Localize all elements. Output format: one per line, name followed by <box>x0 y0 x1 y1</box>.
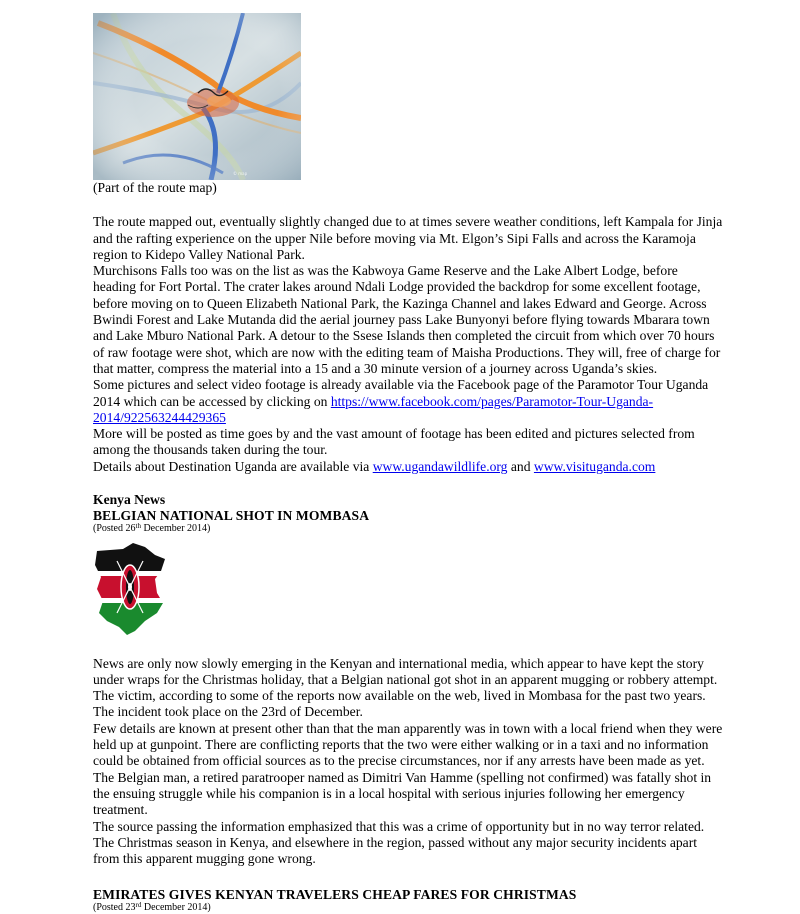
posted-prefix: (Posted 23 <box>93 902 136 914</box>
visituganda-link[interactable]: www.visituganda.com <box>533 458 656 474</box>
paragraph-murchisons: Murchisons Falls too was on the list as was the Kabwoya Game Reserve and the Lake Albert Lodge, before heading for Fort Portal. The crater lakes around Ndali Lodge provided the backdrop for some excellent footage, before moving on to Queen Elizabeth National Park, the Kazinga Channel and lakes Edward and George. Across Bwindi Forest and Lake Mutanda did the aerial journey pass Lake Bunyonyi before flying towards Mbarara town and Lake Mburo National Park. A detour to the Ssese Islands then completed the circuit from which over 70 hours of raw footage were shot, which are now with the editing team of Maisha Productions. They will, free of charge for that matter, compress the material into a 15 and a 30 minute version of a journey across Uganda’s skies. <box>93 263 721 376</box>
paragraph-details <box>93 459 723 475</box>
paragraph-news-emerging: News are only now slowly emerging in the Kenyan and international media, which appear to have kept the story under wraps for the Christmas holiday, that a Belgian national got shot in an apparent mugging or robbery attempt. <box>93 655 718 687</box>
posted-suffix: December 2014) <box>140 522 211 534</box>
headline-emirates: EMIRATES GIVES KENYAN TRAVELERS CHEAP FARES FOR CHRISTMAS <box>93 887 577 903</box>
details-and: and <box>507 458 534 474</box>
paragraph-few-details: Few details are known at present other than that the man apparently was in town with a local friend when they were held up at gunpoint. There are conflicting reports that the two were either walking or in a taxi and no information could be obtained from official sources as to the precise circumstances, nor if any arrests have been made as yet. <box>93 720 723 769</box>
posted-date-emirates <box>93 902 723 914</box>
map-caption: (Part of the route map) <box>93 180 217 195</box>
posted-sup: th <box>135 521 141 530</box>
route-map-photo <box>93 13 301 180</box>
paragraph-belgian-man: The Belgian man, a retired paratrooper named as Dimitri Van Hamme (spelling not confirmed) was fatally shot in the ensuing struggle while his companion is in a local hospital with serious injuries following her emergency treatment. <box>93 769 712 818</box>
paragraph-christmas-season: The Christmas season in Kenya, and elsewhere in the region, passed without any major security incidents apart from this apparent mugging gone wrong. <box>93 834 697 867</box>
kenya-flag-map-image <box>93 541 171 635</box>
posted-sup: rd <box>135 901 142 910</box>
facebook-link[interactable]: https://www.facebook.com/pages/Paramotor-Tour-Uganda-2014/922563244429365 <box>93 393 654 425</box>
posted-date-kenya <box>93 523 723 535</box>
paragraph-victim: The victim, according to some of the reports now available on the web, lived in Mombasa for the past two years. <box>93 688 706 704</box>
document-page <box>93 13 723 914</box>
paragraph-more: More will be posted as time goes by and the vast amount of footage has been edited and pictures selected from among the thousands taken during the tour. <box>93 426 695 458</box>
svg-text:© map: © map <box>233 171 248 176</box>
posted-suffix: December 2014) <box>141 902 211 914</box>
paragraph-route: The route mapped out, eventually slightly changed due to at times severe weather conditions, left Kampala for Jinja and the rafting experience on the upper Nile before moving via Mt. Elgon’s Sipi Falls and across the Karamoja region to Kidepo Valley National Park. <box>93 214 723 262</box>
headline-belgian-national: BELGIAN NATIONAL SHOT IN MOMBASA <box>93 507 370 523</box>
paragraph-source: The source passing the information emphasized that this was a crime of opportunity but in no way terror related. <box>93 818 705 834</box>
section-label-kenya-news: Kenya News <box>93 492 166 508</box>
details-text: Details about Destination Uganda are available via <box>93 458 373 474</box>
facebook-text: Some pictures and select video footage is already available via the Facebook page of the Paramotor Tour Uganda 2014 which can be accessed by clicking on <box>93 377 709 409</box>
posted-prefix: (Posted 26 <box>93 522 136 534</box>
paragraph-incident-date: The incident took place on the 23rd of December. <box>93 704 363 720</box>
ugandawildlife-link[interactable]: www.ugandawildlife.org <box>372 458 508 474</box>
paragraph-facebook <box>93 377 723 426</box>
